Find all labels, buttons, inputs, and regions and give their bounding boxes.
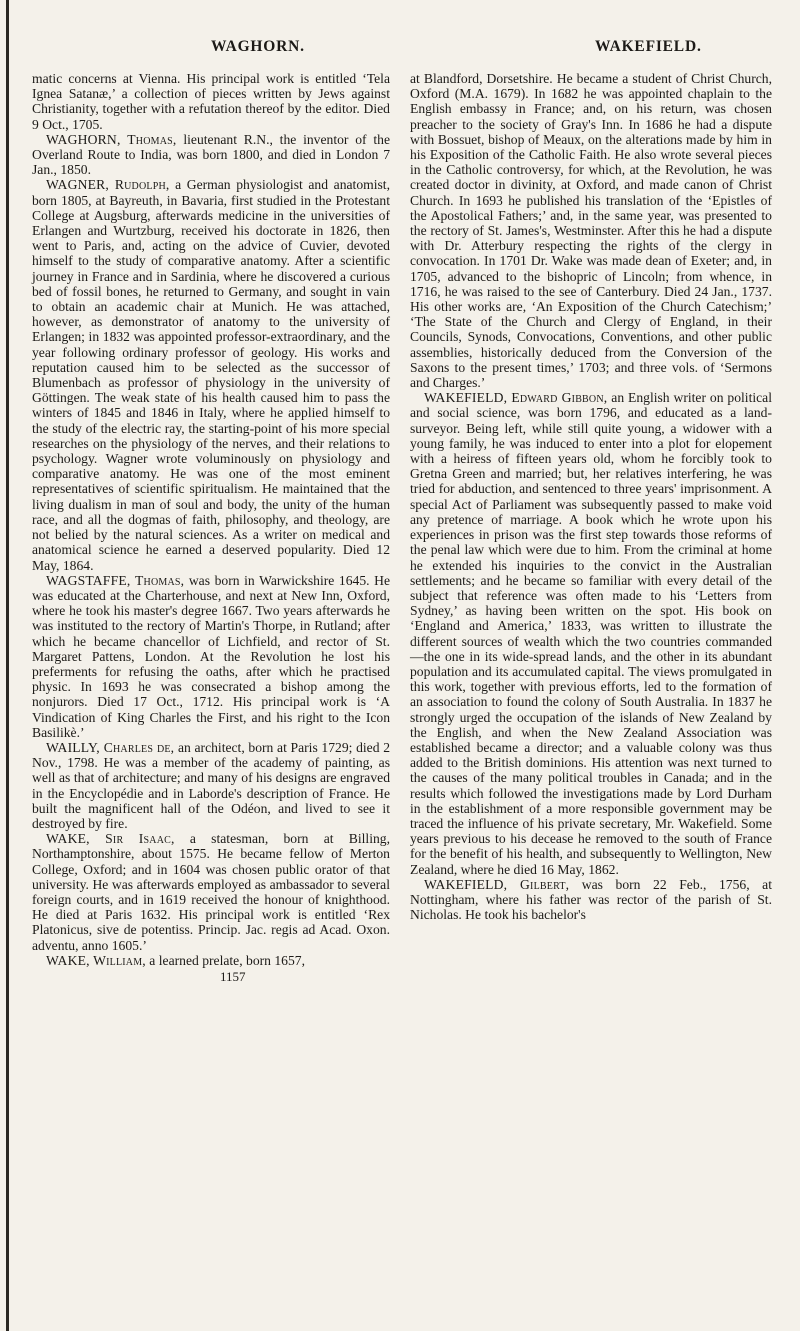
entry-text: an English writer on political and social science, was born 1796, and educated as a land-surveyor. Being left, while still quite young, a widower with a young family, he was induced to enter into a plot for elopement with a heiress of fifteen years old, whom he forcibly took to Gretna Green and married; but, her relatives interfering, he was tried for abduction, and sentenced to three years' imprisonment. A special Act of Parliament was subsequently passed to make void any pretence of marriage. A book which he wrote upon his experiences in prison was the first step towards those reforms of the penal law which were due to him. From the criminal at home he extended his inquiries to the convict in the Australian settlements; and he became so familiar with every detail of the subject that reference was often made to his ‘Letters from Sydney,’ as having been written on the spot. His book on ‘England and America,’ 1833, was written to illustrate the different sources of wealth which the two countries commanded—the one in its wide-spread lands, and the other in its abundant population and its accumulated capital. The views promulgated in this work, together with previous efforts, led to the formation of an association to found the colony of South Australia. In 1837 he strongly urged the occupation of the islands of New Zealand by the English, and when the New Zealand Association was established became a director; and a valuable colony was thus added to the British dominions. His attention was next turned to the causes of the many political troubles in Canada; and in the results which followed the investigations made by Lord Durham in the establishment of a more responsible government may be traced the influence of his private secretary, Mr. Wakefield. Some years previous to his decease he removed to the south of France for the benefit of his health, and subsequently to Wellington, New Zealand, where he died 16 May, 1862. [410,390,773,877]
biography-entry [32,177,390,572]
page-edge-shadow [6,0,9,1331]
page-number: 1157 [220,968,246,984]
biography-entry [32,953,390,968]
entry-text: was born 22 Feb., 1756, at Nottingham, where his father was rector of the parish of St. Nicholas. He took his bachelor's [410,876,772,923]
right-column [410,71,772,922]
entry-text: at Blandford, Dorsetshire. He became a student of Christ Church, Oxford (M.A. 1679). In 1682 he was appointed chaplain to the English embassy in France; and, on his return, was chosen preacher to the society of Gray's Inn. In 1686 he had a dispute with Bossuet, bishop of Meaux, on the alterations made by him in his Exposition of the Catholic Faith. He also wrote several pieces in the Catholic controversy, for which, at the Revolution, he was created doctor in divinity, at Oxford, and made canon of Christ Church. In 1693 he published his translation of the ‘Epistles of the Apostolical Fathers;’ and, in the same year, was presented to the rectory of St. James's, Westminster. After this he had a dispute with Dr. Atterbury respecting the rights of the clergy in convocation. In 1701 Dr. Wake was made dean of Exeter; and, in 1705, advanced to the bishopric of Lincoln; from whence, in 1716, he was raised to the see of Canterbury. Died 24 Jan., 1737. His other works are, ‘An Exposition of the Church Catechism;’ ‘The State of the Church and Clergy of England, in their Councils, Synods, Convocations, Conventions, and other public assemblies, historically deduced from the Conversion of the Saxons to the present times,’ 1703; and three vols. of ‘Sermons and Charges.’ [410,71,772,391]
running-header [18,38,800,62]
entry-headword: WAKE, Sir Isaac, [46,831,175,847]
entry-text: a statesman, born at Billing, Northamptonshire, about 1575. He became fellow of Merton College, Oxford; and in 1604 was chosen public orator of that university. He was afterwards employed as ambassador to several foreign courts, and in 1619 received the honour of knighthood. He died at Paris 1632. His principal work is entitled ‘Rex Platonicus, sive de potentiss. Princip. Jac. regis ad Acad. Oxon. adventu, anno 1605.’ [32,831,390,953]
entry-text: a German physiologist and anatomist, born 1805, at Bayreuth, in Bavaria, first studied in the Protestant College at Augsburg, afterwards medicine in the universities of Erlangen and Wurtzburg, received his doctorate in 1826, then went to Paris, and, acting on the advice of Cuvier, devoted himself to the study of comparative anatomy. After a scientific journey in France and in Sardinia, where he discovered a curious bed of fossil bones, he returned to Germany, and sought in vain to obtain an academic chair at Munich. He was attached, however, as demonstrator of anatomy to the university of Erlangen; in 1832 was appointed professor-extraordinary, and the year following ordinary professor of geology. His works and reputation caused him to be selected as the successor of Blumenbach as professor of physiology in the university of Göttingen. The weak state of his health caused him to pass the winters of 1845 and 1846 in Italy, where he applied himself to the study of the electric ray, the starting-point of his more special researches on the physiology of the nerves, and their relations to psychology. Wagner wrote voluminously on physiology and comparative anatomy. He was one of the most eminent representatives of scientific spiritualism. He maintained that the living dualism in man of soul and body, the unity of the human race, and all the dogmas of faith, philosophy, and theology, are not belied by the natural sciences. As a writer on medical and anatomical science he earned a deserved popularity. Died 12 May, 1864. [32,177,390,573]
entry-headword: WAKE, William, [46,952,146,968]
entry-text: was born in Warwickshire 1645. He was educated at the Charterhouse, and next at New Inn, Oxford, where he took his master's degree 1667. Two years afterwards he was instituted to the rectory of Martin's Thorpe, in Rutland; after which he became chancellor of Lichfield, and rector of St. Margaret Pattens, London. At the Revolution he lost his preferments for refusing the oaths, after which he practised physic. In 1693 he was consecrated a bishop among the nonjurors. Died 17 Oct., 1712. His principal work is ‘A Vindication of King Charles the First, and his right to the Icon Basilikè.’ [32,572,390,740]
entry-headword: WAGHORN, Thomas, [46,131,177,147]
entry-headword: WAKEFIELD, Edward Gibbon, [424,390,608,406]
left-column [32,71,390,984]
biography-entry [410,877,772,923]
entry-text: a learned prelate, born 1657, [145,952,305,968]
entry-headword: WAGNER, Rudolph, [46,177,170,193]
entry-text: an architect, born at Paris 1729; died 2 Nov., 1798. He was a member of the academy of painting, as well as that of architecture; and many of his designs are engraved in the Encyclopédie and in Laborde's description of France. He built the magnificent hall of the Odéon, and lived to see it destroyed by fire. [32,739,391,831]
continued-entry [410,71,772,390]
biography-entry [32,740,390,831]
entry-text: matic concerns at Vienna. His principal work is entitled ‘Tela Ignea Satanæ,’ a collection of pieces written by Jews against Christianity, together with a refutation thereof by the editor. Died 9 Oct., 1705. [32,71,390,132]
entry-headword: WAILLY, Charles de, [46,739,175,755]
biography-entry [32,132,390,178]
entry-text: lieutenant R.N., the inventor of the Overland Route to India, was born 1800, and died in London 7 Jan., 1850. [32,131,390,178]
running-head-right: WAKEFIELD. [595,38,702,55]
entry-headword: WAKEFIELD, Gilbert, [424,876,570,892]
biography-entry [32,831,390,953]
biography-entry [32,573,390,740]
continued-entry [32,71,390,132]
entry-headword: WAGSTAFFE, Thomas, [46,572,185,588]
biography-entry [410,390,772,877]
running-head-left: WAGHORN. [211,38,305,55]
